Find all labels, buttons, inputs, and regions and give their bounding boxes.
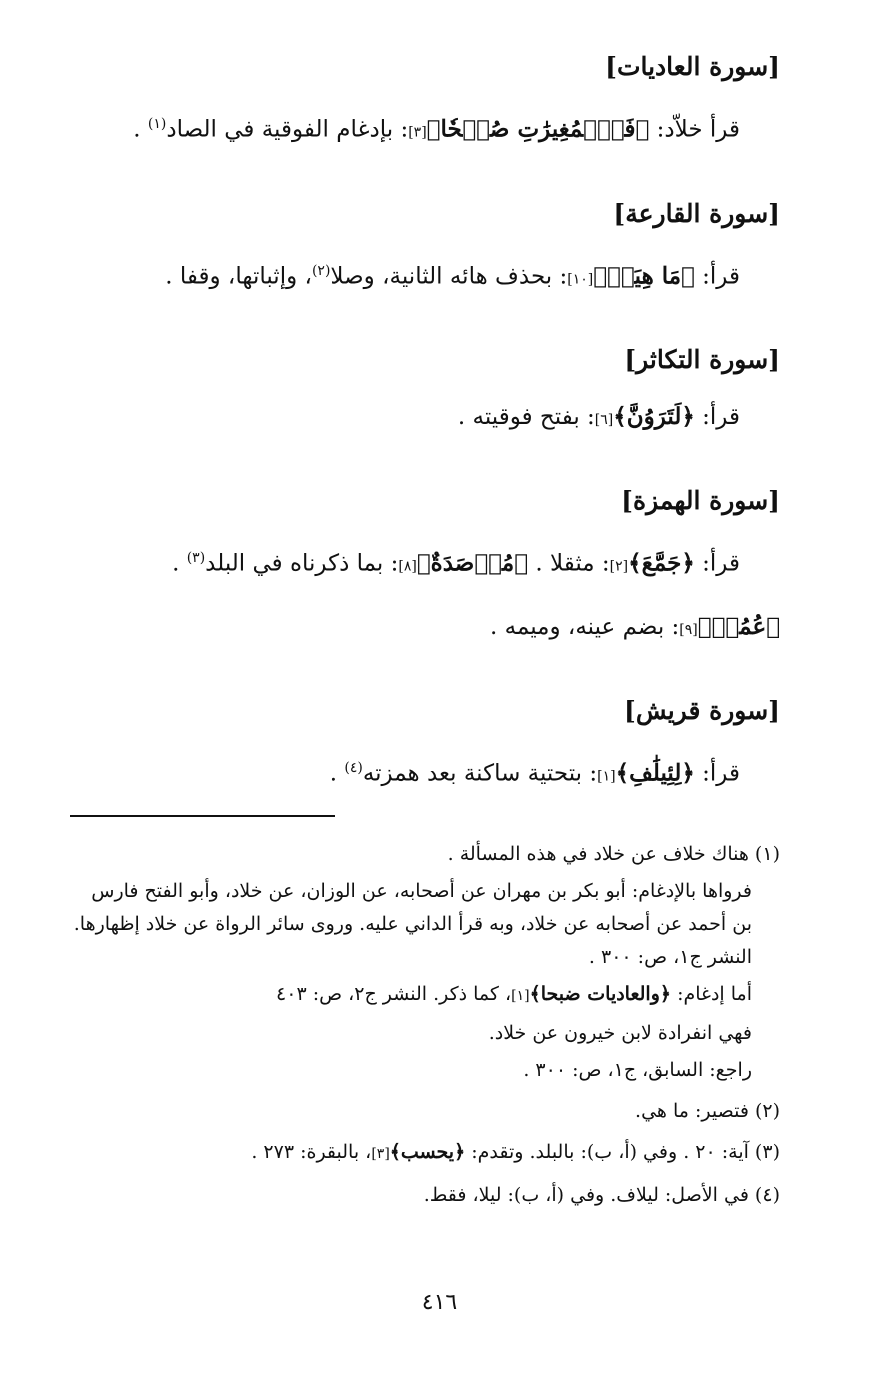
reading-end: .	[172, 550, 187, 577]
reading-text: : بضم عينه، وميمه .	[489, 613, 680, 640]
reading-line	[70, 94, 740, 163]
reading-text: : بما ذكرناه في البلد	[205, 550, 399, 577]
footnote-3	[70, 1136, 780, 1171]
verse-number: [٢]	[609, 558, 629, 575]
footnote-ref: (٢)	[311, 262, 331, 279]
footnote-ref: (٤)	[344, 759, 363, 776]
quran-quote: ﴿فَٱلۡمُغِيرَٰتِ صُبۡحٗا﴾	[426, 115, 650, 143]
page-number: ٤١٦	[421, 1290, 458, 1315]
footnote-ref: (٣)	[186, 550, 206, 567]
reading-line	[70, 597, 780, 660]
quran-quote: ﴿جَمَّعَ﴾	[628, 549, 695, 577]
verse-number: [٣]	[408, 124, 427, 141]
quran-quote: ﴿والعاديات ضبحا﴾	[529, 983, 672, 1005]
surah-title: [سورة قريش]	[624, 695, 780, 725]
surah-humazah	[70, 474, 780, 660]
reading-label: قرأ خلاّد:	[649, 116, 740, 143]
reading-text: : بفتح فوقيته .	[457, 404, 595, 431]
reading-label: قرأ:	[694, 760, 740, 787]
footnote-2: (٢) فتصير: ما هي.	[635, 1100, 780, 1122]
reading-label: قرأ:	[694, 550, 740, 577]
reading-line	[70, 387, 740, 450]
quran-quote: ﴿عُمُدٖ﴾	[697, 612, 780, 640]
quran-quote: ﴿مُؤۡصَدَةٌ﴾	[416, 549, 529, 577]
footnote-ref: (١)	[147, 116, 167, 132]
footnotes	[70, 838, 780, 1212]
reading-text: : بإدغام الفوقية في الصاد	[166, 116, 409, 143]
verse-number: [١]	[597, 768, 616, 785]
verse-number: [٣]	[371, 1146, 390, 1162]
reading-text: : بحذف هائه الثانية، وصلا	[330, 263, 568, 290]
reading-end: .	[329, 760, 345, 787]
footnote-text: أما إدغام:	[671, 983, 752, 1005]
page-body	[70, 40, 780, 1206]
surah-title: [سورة الهمزة]	[621, 486, 780, 516]
footnote-4: (٤) في الأصل: ليلاف. وفي (أ، ب): ليلا، فقط.	[423, 1184, 780, 1206]
surah-adiyat	[70, 40, 780, 163]
surah-title: [سورة العاديات]	[605, 52, 780, 81]
footnote-1: (١) هناك خلاف عن خلاد في هذه المسألة .	[447, 843, 780, 865]
quran-quote: ﴿لِئِيلَٰفِ﴾	[615, 759, 695, 787]
reading-text: : مثقلا .	[528, 550, 610, 577]
verse-number: [١٠]	[567, 271, 594, 288]
reading-label: قرأ:	[694, 404, 740, 431]
reading-end: .	[133, 116, 148, 143]
footnote-text: ، بالبقرة: ٢٧٣ .	[251, 1141, 372, 1163]
reading-text: : بتحتية ساكنة بعد همزته	[362, 760, 598, 787]
surah-qariah	[70, 187, 780, 310]
verse-number: [١]	[511, 988, 530, 1004]
footnote-text: ، كما ذكر. النشر ج٢، ص: ٤٠٣	[276, 983, 512, 1005]
reading-label: قرأ:	[694, 263, 740, 290]
quran-quote: ﴿يحسب﴾	[389, 1141, 466, 1163]
quran-quote: ﴿مَا هِيَهۡ﴾	[593, 262, 695, 290]
surah-quraysh	[70, 684, 780, 807]
surah-title: [سورة التكاثر]	[624, 345, 780, 375]
quran-quote: ﴿لَتَرَوُنَّ﴾	[613, 403, 695, 431]
verse-number: [٩]	[679, 621, 698, 638]
footnote-1-paragraph: فرواها بالإدغام: أبو بكر بن مهران عن أصحابه، عن الوزان، عن خلاد، وأبو الفتح فارس بن أحمد عن أصحابه عن خلاد، وبه قرأ الداني عليه. وروى سائر الرواة عن خلاد إظهارها. النشر ج١، ص: ٣٠٠ .	[73, 880, 752, 968]
verse-number: [٦]	[594, 412, 614, 429]
reading-line	[70, 241, 740, 310]
footnote-text: (٣) آية: ٢٠ . وفي (أ، ب): بالبلد. وتقدم:	[465, 1141, 780, 1163]
reading-line	[70, 528, 740, 597]
verse-number: [٨]	[398, 558, 417, 575]
surah-takathur	[70, 333, 780, 450]
reading-end: ، وإثباتها، وقفا .	[165, 263, 312, 290]
footnote-divider	[70, 815, 335, 817]
reading-line	[70, 738, 740, 807]
footnote-1-paragraph: فهي انفرادة لابن خيرون عن خلاد.	[488, 1022, 752, 1044]
footnote-1-paragraph	[70, 978, 752, 1013]
surah-title: [سورة القارعة]	[613, 198, 780, 228]
footnote-1-paragraph: راجع: السابق، ج١، ص: ٣٠٠ .	[523, 1059, 752, 1081]
